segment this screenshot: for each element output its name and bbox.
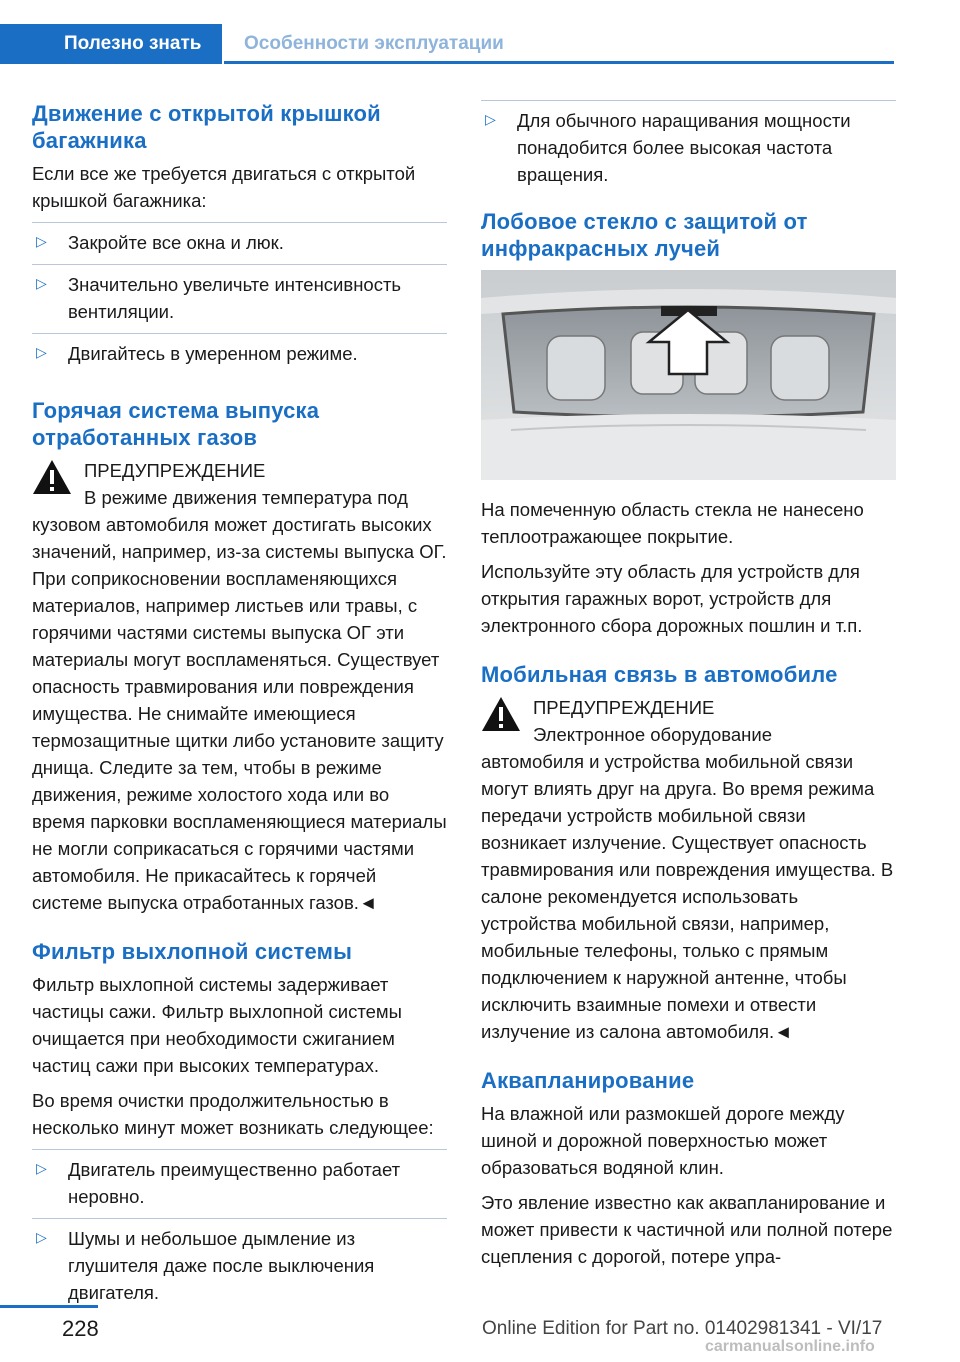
tab-separator — [222, 24, 224, 64]
list-item: ▷ Двигайтесь в умеренном режиме. — [32, 333, 447, 375]
list-filter — [32, 1149, 447, 1314]
paragraph-windshield-1: На помеченную область стекла не нанесено теплоотражающее покрытие. — [481, 499, 864, 547]
edition-line: Online Edition for Part no. 01402981341 - VI/17 — [482, 1318, 883, 1339]
triangle-right-icon: ▷ — [36, 233, 47, 249]
list-item: ▷ Шумы и небольшое дымление из глушителя даже после выключения двигателя. — [32, 1218, 447, 1314]
warning-block-mobile — [481, 694, 896, 748]
footer-rule — [0, 1305, 98, 1308]
section-title-aquaplaning: Аквапланирование — [481, 1068, 695, 1093]
tab-operating-features[interactable]: Особенности эксплуатации — [244, 33, 504, 54]
windshield-illustration — [481, 270, 896, 480]
triangle-right-icon: ▷ — [36, 275, 47, 291]
page-number: 228 — [62, 1316, 99, 1341]
warning-first-line: Электронное оборудование — [533, 724, 772, 745]
paragraph-aquaplaning-1: На влажной или размокшей дороге между шиной и дорожной поверхностью может образоваться водяной клин. — [481, 1103, 845, 1178]
list-open-trunk — [32, 222, 447, 375]
warning-triangle-icon — [481, 696, 521, 732]
triangle-right-icon: ▷ — [36, 1229, 47, 1245]
triangle-right-icon: ▷ — [36, 1160, 47, 1176]
warning-heading: ПРЕДУПРЕЖДЕНИЕ — [84, 460, 266, 481]
right-column — [481, 100, 896, 1278]
warning-heading: ПРЕДУПРЕЖДЕНИЕ — [533, 697, 715, 718]
list-filter-continued — [481, 100, 896, 196]
triangle-right-icon: ▷ — [485, 111, 496, 127]
warning-first-line: В режиме движения температура под — [84, 487, 408, 508]
section-title-ir-windshield: Лобовое стекло с защитой от инфракрасных лучей — [481, 209, 808, 261]
list-item: ▷ Для обычного наращивания мощности понадобится более высокая частота вращения. — [481, 100, 896, 196]
paragraph-windshield-2: Используйте эту область для устройств для открытия гаражных ворот, устройств для электронного сбора дорожных пошлин и т.п. — [481, 561, 863, 636]
paragraph-filter-2: Во время очистки продолжительностью в несколько минут может возникать следующее: — [32, 1090, 434, 1138]
section-title-open-trunk: Движение с открытой крышкой багажника — [32, 101, 381, 153]
section-title-exhaust-filter: Фильтр выхлопной системы — [32, 939, 353, 964]
list-item: ▷ Значительно увеличьте интенсивность вентиляции. — [32, 264, 447, 333]
header-tabs — [0, 24, 894, 64]
paragraph-open-trunk-intro: Если все же требуется двигаться с открытой крышкой багажника: — [32, 163, 416, 211]
list-item: ▷ Двигатель преимущественно работает неровно. — [32, 1149, 447, 1218]
warning-text-mobile: автомобиля и устройства мобильной связи могут влиять друг на друга. Во время режима передачи устройств мобильной связи возникает излучение. Существует опасность травмирования или повреждения имущества. В салоне рекомендуется использовать устройства мобильной связи, например, мобильные телефоны, только с прямым подключением к наружной антенне, чтобы исключить взаимные помехи и отвести излучение из салона автомобиля.◄ — [481, 751, 894, 1042]
list-item: ▷ Закройте все окна и люк. — [32, 222, 447, 264]
triangle-right-icon: ▷ — [36, 344, 47, 360]
section-title-mobile: Мобильная связь в автомобиле — [481, 662, 838, 687]
watermark: carmanualsonline.info — [705, 1338, 875, 1355]
warning-block-exhaust — [32, 457, 447, 511]
paragraph-filter-1: Фильтр выхлопной системы задерживает частицы сажи. Фильтр выхлопной системы очищается при необходимости сжиганием частиц сажи при высоких температурах. — [32, 974, 402, 1076]
tab-useful-to-know[interactable]: Полезно знать — [0, 24, 222, 64]
section-title-hot-exhaust: Горячая система выпуска отработанных газов — [32, 398, 320, 450]
windshield-photo — [481, 270, 896, 480]
left-column — [32, 100, 447, 1322]
warning-text-exhaust: кузовом автомобиля может достигать высоких значений, например, из-за системы выпуска ОГ. При соприкосновении воспламеняющихся материалов, например листьев или травы, с горячими частями системы выпуска ОГ эти материалы могут воспламеняться. Существует опасность травмирования или повреждения имущества. Не снимайте имеющиеся термозащитные щитки либо установите защиту днища. Следите за тем, чтобы в режиме движения, режиме холостого хода или во время парковки воспламеняющиеся материалы не могли соприкасаться с горячими частями автомобиля. Не прикасайтесь к горячей системе выпуска отработанных газов.◄ — [32, 514, 447, 913]
paragraph-aquaplaning-2: Это явление известно как аквапланирование и может привести к частичной или полной потере сцепления с дорогой, потере упра- — [481, 1192, 893, 1267]
warning-triangle-icon — [32, 459, 72, 495]
